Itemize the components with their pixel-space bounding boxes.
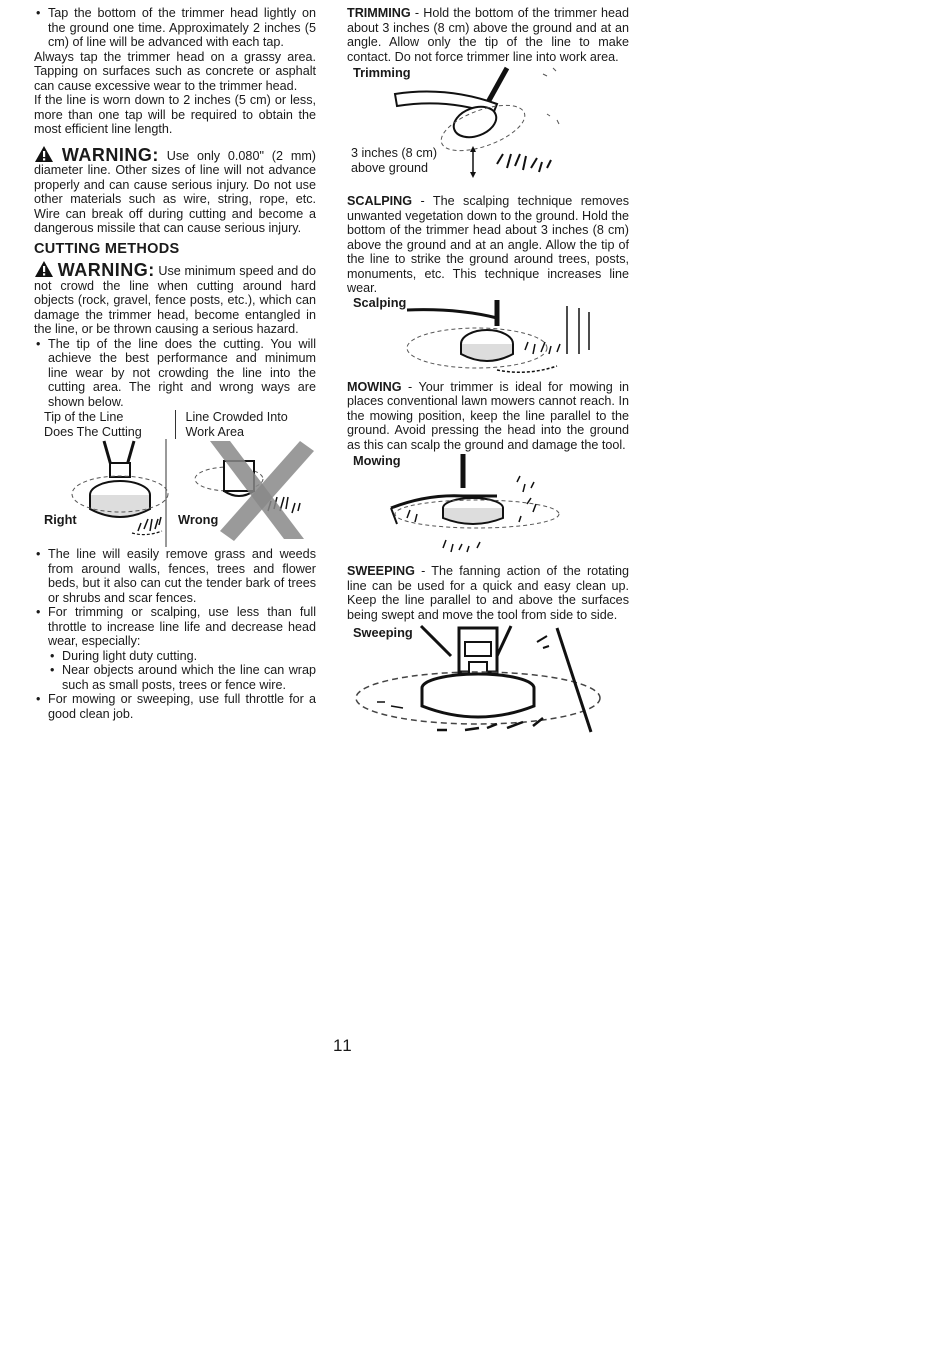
list-item: • The tip of the line does the cutting. You will achieve the best performance and minimum line wear by not crowding the line into the cutting area. The right and wrong ways are shown below. xyxy=(34,337,316,410)
scalping-label: Scalping xyxy=(353,294,407,310)
list-item: • Tap the bottom of the trimmer head lightly on the ground one time. Approximately 2 inches (5 cm) of line will be advanced with each tap. xyxy=(34,6,316,50)
right-wrong-figure xyxy=(34,439,316,547)
trimming-paragraph xyxy=(347,6,629,64)
warning-block-1 xyxy=(34,145,316,236)
right-column xyxy=(347,6,629,742)
scalping-term: SCALPING xyxy=(347,194,413,208)
trimming-note-2: above ground xyxy=(351,161,429,175)
caption-line: Work Area xyxy=(185,424,245,439)
caption-line: Line Crowded Into xyxy=(185,410,288,424)
sweeping-figure xyxy=(347,622,629,742)
section-title: CUTTING METHODS xyxy=(34,240,180,257)
warning-text: Use minimum speed and do not crowd the line when cutting around hard objects (rock, gravel, fence posts, etc.), which can damage the trimmer head, become entangled in the line, or be thrown causing a serious hazard. xyxy=(34,264,316,336)
label-wrong: Wrong xyxy=(178,512,219,527)
caption-line: Tip of the Line xyxy=(44,410,124,424)
sweeping-paragraph xyxy=(347,564,629,622)
mowing-illustration xyxy=(347,452,629,564)
paragraph: If the line is worn down to 2 inches (5 cm) or less, more than one tap will be required to obtain the most efficient line length. xyxy=(34,93,316,136)
list-item-text: For trimming or scalping, use less than full throttle to increase line life and decrease head wear, especially: xyxy=(48,605,316,648)
mowing-paragraph xyxy=(347,380,629,453)
warning-triangle-icon xyxy=(34,145,54,163)
sweeping-text: - The fanning action of the rotating line can be used for a quick and easy clean up. Keep the line parallel to and above the surfaces being swept and move the tool from side to side. xyxy=(347,564,629,622)
right-trimmer-drawing xyxy=(72,441,168,535)
mowing-text: - Your trimmer is ideal for mowing in places conventional lawn mowers cannot reach. In the mowing position, keep the line parallel to the ground. Avoid pressing the head into the ground as this can scalp the ground and damage the tool. xyxy=(347,379,629,452)
bullet-list-1 xyxy=(34,6,316,50)
warning-label: WARNING: xyxy=(61,144,159,165)
caption-wrong xyxy=(175,410,317,439)
trimming-text: - Hold the bottom of the trimmer head about 3 inches (8 cm) above the ground and at an angle. Allow only the tip of the line to make contact. Do not force trimmer line into work area. xyxy=(347,6,629,64)
right-wrong-captions xyxy=(34,410,316,439)
mowing-figure xyxy=(347,452,629,564)
sub-list-item: • Near objects around which the line can wrap such as small posts, trees or fence wire. xyxy=(48,663,316,692)
page-number: 11 xyxy=(333,1036,353,1055)
list-item: • For mowing or sweeping, use full throttle for a good clean job. xyxy=(34,692,316,721)
sweeping-label: Sweeping xyxy=(353,625,413,640)
trimming-term: TRIMMING xyxy=(347,6,411,20)
warning-triangle-icon xyxy=(34,260,54,278)
paragraph: Always tap the trimmer head on a grassy area. Tapping on surfaces such as concrete or asphalt can cause excessive wear to the trimmer head. xyxy=(34,49,316,93)
scalping-paragraph xyxy=(347,194,629,296)
warning-text: Use only 0.080" (2 mm) diameter line. Other sizes of line will not advance properly and can cause serious injury. Do not use other materials such as wire, string, rope, etc. Wire can break off during cutting and become a dangerous missile that can cause serious injury. xyxy=(34,148,316,235)
trimming-figure xyxy=(347,64,629,194)
scalping-figure xyxy=(347,296,629,380)
caption-line: Does The Cutting xyxy=(44,424,142,439)
bullet-list-3 xyxy=(34,547,316,721)
warning-block-2 xyxy=(34,260,316,337)
list-item: • The line will easily remove grass and weeds from around walls, fences, trees and flower beds, but it also can cut the tender bark of trees or shrubs and scar fences. xyxy=(34,547,316,605)
right-wrong-illustration xyxy=(34,439,316,547)
sub-list-item: • During light duty cutting. xyxy=(48,649,316,664)
mowing-term: MOWING xyxy=(347,379,402,394)
left-column xyxy=(34,6,316,721)
sweeping-term: SWEEPING xyxy=(347,564,415,578)
scalping-text: - The scalping technique removes unwanted vegetation down to the ground. Hold the bottom of the trimmer head about 3 inches (8 cm) above the ground and at an angle. Allow the tip of the line to strike the ground around trees, posts, monuments, etc. This technique increases line wear. xyxy=(347,194,629,295)
list-item xyxy=(34,605,316,692)
bullet-list-2 xyxy=(34,337,316,410)
label-right: Right xyxy=(44,512,77,527)
trimming-label: Trimming xyxy=(353,65,411,80)
sub-list xyxy=(48,649,316,693)
caption-right xyxy=(34,410,175,439)
warning-label: WARNING: xyxy=(57,260,155,280)
mowing-label: Mowing xyxy=(353,453,401,468)
trimming-note-1: 3 inches (8 cm) xyxy=(351,146,438,160)
